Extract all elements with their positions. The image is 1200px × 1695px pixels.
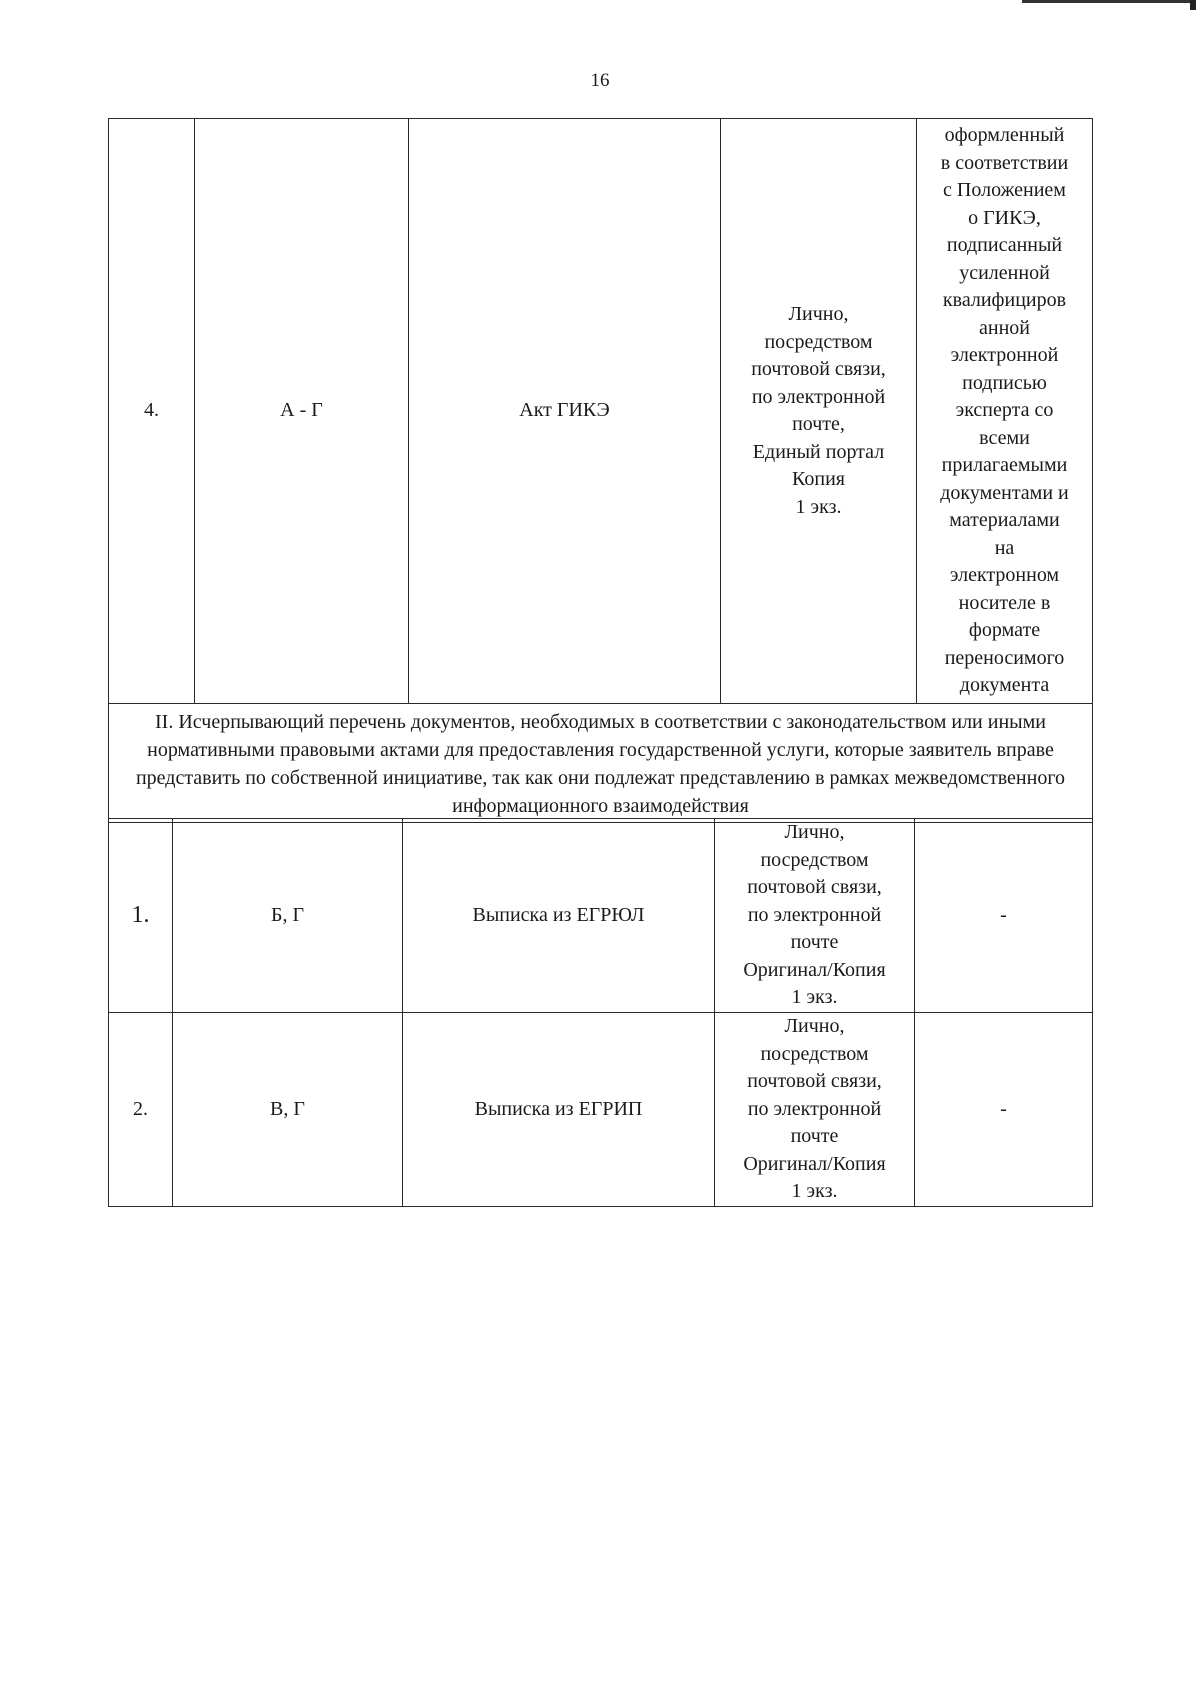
document-name: Акт ГИКЭ [409, 119, 721, 704]
applicant-categories: Б, Г [173, 819, 403, 1013]
submission-method: Лично, посредством почтовой связи, по электронной почте Оригинал/Копия 1 экз. [715, 1013, 915, 1207]
applicant-categories: А - Г [195, 119, 409, 704]
documents-table-section-2 [108, 818, 1093, 1207]
scan-edge-mark [1022, 0, 1192, 3]
table-row-4 [109, 119, 1093, 704]
document-requirements: - [915, 1013, 1093, 1207]
applicant-categories: В, Г [173, 1013, 403, 1207]
row-number: 2. [109, 1013, 173, 1207]
table-row [109, 819, 1093, 1013]
section-heading-row [109, 704, 1093, 823]
scan-edge-mark-end [1190, 0, 1196, 10]
row-number: 4. [109, 119, 195, 704]
submission-method: Лично, посредством почтовой связи, по электронной почте, Единый портал Копия 1 экз. [721, 119, 917, 704]
row-number: 1. [109, 819, 173, 1013]
document-name: Выписка из ЕГРЮЛ [403, 819, 715, 1013]
page-number: 16 [590, 70, 610, 91]
document-name: Выписка из ЕГРИП [403, 1013, 715, 1207]
document-requirements: оформленный в соответствии с Положением о ГИКЭ, подписанный усиленной квалифициров анной электронной подписью эксперта со всеми прилагаемыми документами и материалами на электронном носителе в формате переносимого документа [917, 119, 1093, 704]
table-row [109, 1013, 1093, 1207]
document-requirements: - [915, 819, 1093, 1013]
submission-method: Лично, посредством почтовой связи, по электронной почте Оригинал/Копия 1 экз. [715, 819, 915, 1013]
documents-table [108, 118, 1093, 823]
section-2-heading: II. Исчерпывающий перечень документов, необходимых в соответствии с законодательством или иными нормативными правовыми актами для предоставления государственной услуги, которые заявитель вправе представить по собственной инициативе, так как они подлежат представлению в рамках межведомственного информационного взаимодействия [109, 704, 1093, 823]
